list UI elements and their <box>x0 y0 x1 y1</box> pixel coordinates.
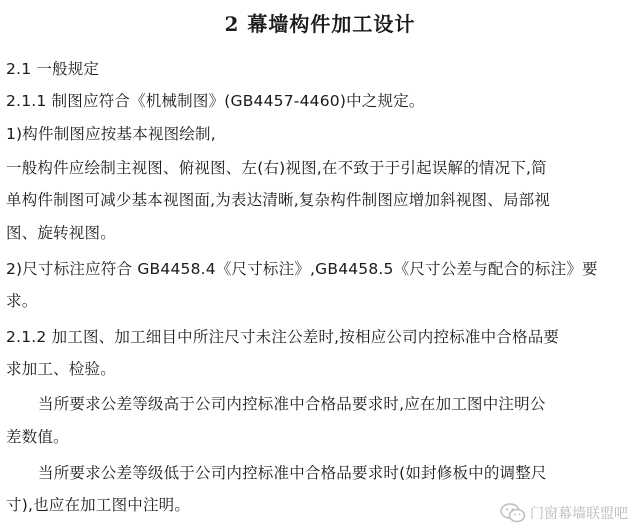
section-heading: 2.1 一般规定 <box>6 60 100 78</box>
paragraph-line: 单构件制图可减少基本视图面,为表达清晰,复杂构件制图应增加斜视图、局部视 <box>6 191 551 209</box>
paragraph-line: 当所要求公差等级高于公司内控标准中合格品要求时,应在加工图中注明公 <box>38 395 546 413</box>
watermark <box>500 503 628 523</box>
clause-text: 2.1.1 制图应符合《机械制图》(GB4457-4460)中之规定。 <box>6 92 425 110</box>
document-title: 2 幕墙构件加工设计 <box>224 12 416 36</box>
paragraph-line: 寸),也应在加工图中注明。 <box>6 496 191 514</box>
watermark-text: 门窗幕墙联盟吧 <box>530 506 628 522</box>
item-text: 1)构件制图应按基本视图绘制, <box>6 125 216 143</box>
paragraph-line: 当所要求公差等级低于公司内控标准中合格品要求时(如封修板中的调整尺 <box>38 464 547 482</box>
clause-text: 2.1.2 加工图、加工细目中所注尺寸未注公差时,按相应公司内控标准中合格品要 <box>6 328 560 346</box>
item-text: 2)尺寸标注应符合 GB4458.4《尺寸标注》,GB4458.5《尺寸公差与配合的标注》要 <box>6 260 598 278</box>
paragraph-line: 一般构件应绘制主视图、俯视图、左(右)视图,在不致于于引起误解的情况下,简 <box>6 159 547 177</box>
paragraph-line: 差数值。 <box>6 428 69 446</box>
wechat-icon <box>500 503 526 523</box>
clause-text: 求加工、检验。 <box>6 360 116 378</box>
paragraph-line: 图、旋转视图。 <box>6 224 116 242</box>
item-text: 求。 <box>6 292 38 310</box>
